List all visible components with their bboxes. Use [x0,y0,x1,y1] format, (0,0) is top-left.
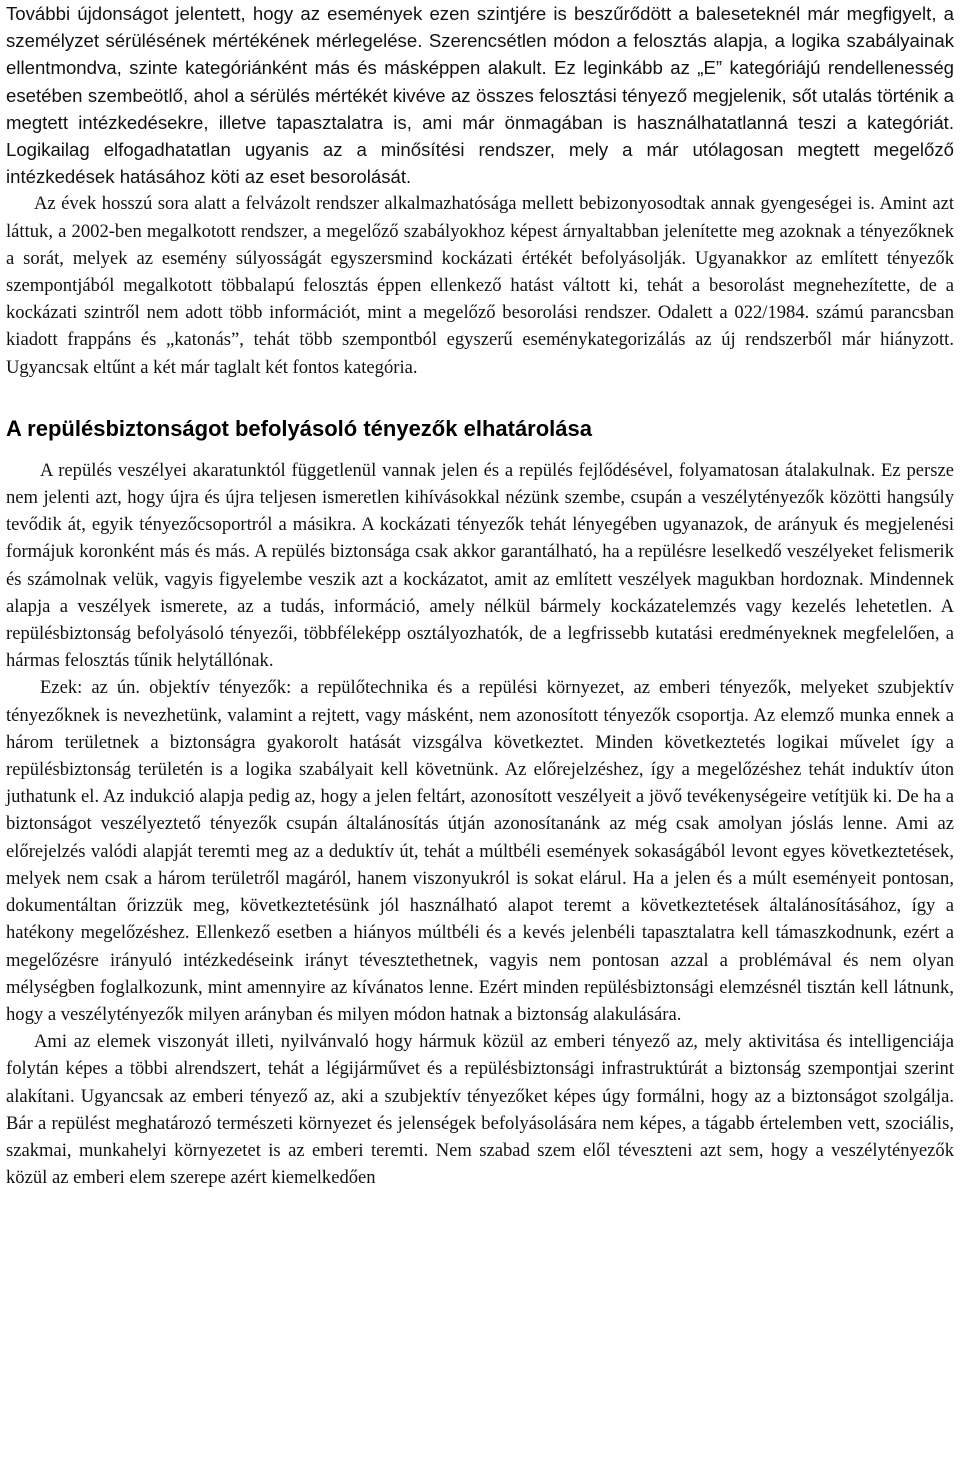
document-page [6,0,954,1191]
body-paragraph: Ami az elemek viszonyát illeti, nyilvánvaló hogy hármuk közül az emberi tényező az, mely aktivitása és intelligenciája folytán képes a többi alrendszert, tehát a légijárművet és a repülésbiztonsági infrastruktúrát a biztonság szempontjai szerint alakítani. Ugyancsak az emberi tényező az, aki a szubjektív tényezőket képes úgy formálni, hogy az a biztonságot szolgálja. Bár a repülést meghatározó természeti környezet és jelenségek befolyásolására nem képes, a tágabb értelemben vett, szociális, szakmai, munkahelyi környezetet is az emberi teremti. Nem szabad szem elől téveszteni azt sem, hogy a veszélytényezők közül az emberi elem szerepe azért kiemelkedően [6,1031,954,1189]
body-paragraph: Az évek hosszú sora alatt a felvázolt rendszer alkalmazhatósága mellett bebizonyosodtak annak gyengeségei is. Amint azt láttuk, a 2002-ben megalkotott rendszer, a megelőző szabályokhoz képest árnyaltabban jelenítette meg azoknak a tényezőknek a sorát, melyek az esemény súlyosságát egyszersmind kockázati értékét befolyásolják. Ugyanakkor az említett tényezők szempontjából megalkotott többalapú felosztás éppen ellenkező hatást váltott ki, tehát a besorolást megnehezítette, de a kockázati szintről nem adott több információt, mint a megelőző besorolási rendszer. Odalett a 022/1984. számú parancsban kiadott frappáns és „katonás”, tehát több szempontból egyszerű eseménykategorizálás az új rendszerből már hiányzott. Ugyancsak eltűnt a két már taglalt két fontos kategória. [6,193,954,378]
body-paragraph: A repülés veszélyei akaratunktól függetlenül vannak jelen és a repülés fejlődésével, folyamatosan átalakulnak. Ez persze nem jelenti azt, hogy újra és újra teljesen ismeretlen kihívásokkal nézünk szembe, csupán a veszélytényezők közötti hangsúly tevődik át, egyik tényezőcsoportról a másikra. A kockázati tényezők tehát lényegében ugyanazok, de arányuk és megjelenési formájuk koronként más és más. A repülés biztonsága csak akkor garantálható, ha a repülésre leselkedő veszélyeket felismerik és számolnak velük, vagyis figyelembe veszik azt a kockázatot, amit az említett veszélyek magukban hordoznak. Mindennek alapja a veszélyek ismerete, az a tudás, információ, amely nélkül bármely kockázatelemzés vagy kezelés lehetetlen. A repülésbiztonság befolyásoló tényezői, többféleképp osztályozhatók, de a legfrissebb kutatási eredményeknek megfelelően, a hármas felosztás tűnik helytállónak. [6,459,954,672]
section-heading: A repülésbiztonságot befolyásoló tényezők elhatárolása [6,415,592,441]
body-paragraph: További újdonságot jelentett, hogy az események ezen szintjére is beszűrődött a baleseteknél már megfigyelt, a személyzet sérülésének mértékének mérlegelése. Szerencsétlen módon a felosztás alapja, a logika szabályainak ellentmondva, szinte kategóriánként más és másképpen alakult. Ez leginkább az „E” kategóriájú rendellenesség esetében szembeötlő, ahol a sérülés mértékét kivéve az összes felosztási tényező megjelenik, sőt utalás történik a megtett intézkedésekre, illetve tapasztalatra is, ami már önmagában is használhatatlanná teszi a kategóriát. Logikailag elfogadhatatlan ugyanis az a minősítési rendszer, mely a már utólagosan megtett megelőző intézkedések hatásához köti az eset besorolását. [6,3,954,188]
body-paragraph: Ezek: az ún. objektív tényezők: a repülőtechnika és a repülési környezet, az emberi tényezők, melyeket szubjektív tényezőknek is nevezhetünk, valamint a rejtett, vagy másként, nem azonosított tényezők csoportja. Az elemző munka ennek a három területnek a biztonságra gyakorolt hatását vizsgálva következtet. Minden következtetés logikai művelet így a repülésbiztonság területén is a logika szabályait kell követnünk. Az előrejelzéshez, így a megelőzéshez tehát induktív úton juthatunk el. Az indukció alapja pedig az, hogy a jelen feltárt, azonosított veszélyeit a jövő tevékenységeire vetítjük ki. De ha a biztonságot veszélyeztető tényezők csupán általánosítás útján azonosítanánk az még csak amolyan jóslás lenne. Ami az előrejelzés valódi alapját teremti meg az a deduktív út, tehát a múltbéli események sokaságából levont egyes következtetések, melyek nem csak a három területről magáról, hanem viszonyukról is sokat elárul. Ha a jelen és a múlt eseményeit pontosan, dokumentáltan őrizzük meg, következtetésünk jól használható alapot teremt a következtetések általánosításához, így a hatékony megelőzéshez. Ellenkező esetben a hiányos múltbéli és a kevés jelenbéli tapasztalatra kell támaszkodnunk, ezért a megelőzésre irányuló intézkedéseink irányt tévesztethetnek, vagyis nem pontosan azzal a problémával és nem olyan mélységben foglalkozunk, mint amennyire az kívánatos lenne. Ezért minden repülésbiztonsági elemzésnél tisztán kell látnunk, hogy a veszélytényezők milyen arányban és milyen módon hatnak a biztonság alakulására. [6,677,954,1025]
